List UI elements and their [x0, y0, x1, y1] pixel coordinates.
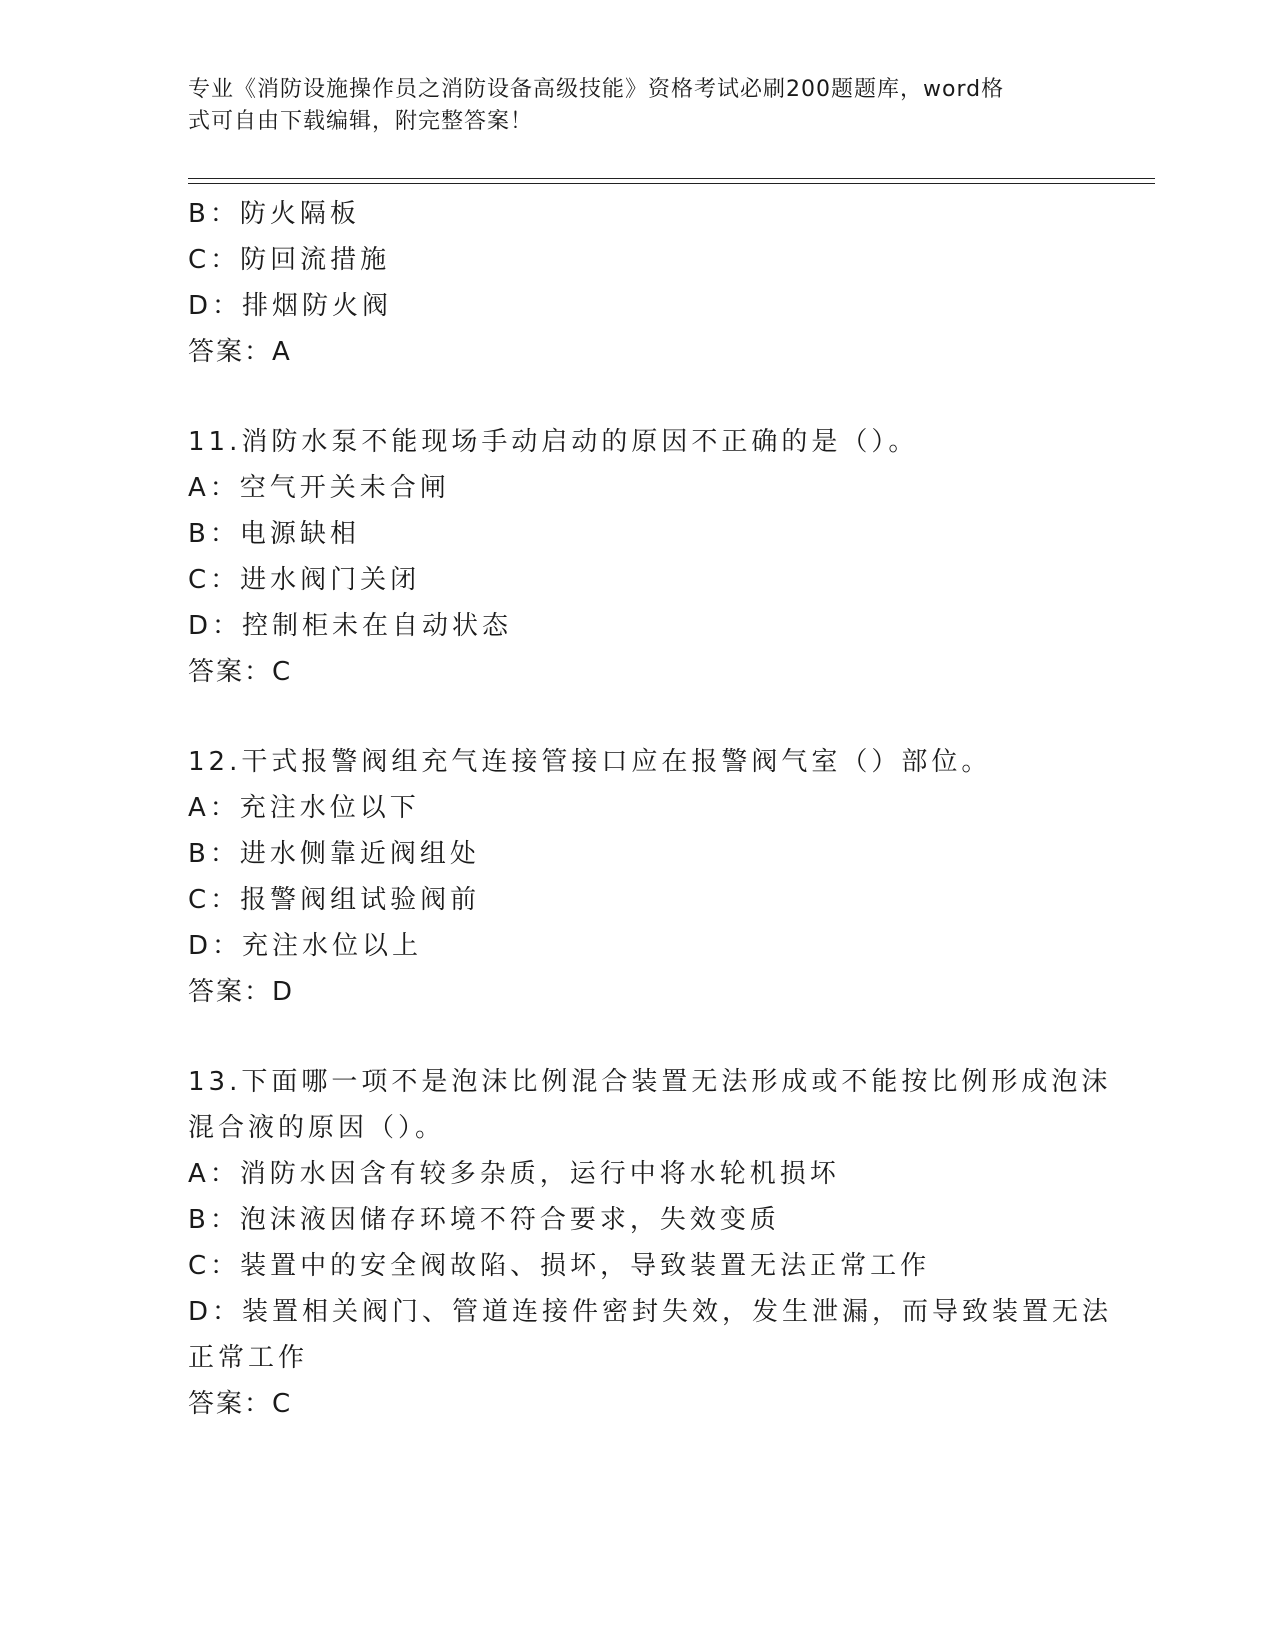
option-c: C：报警阀组试验阀前 [188, 885, 481, 915]
document-header [188, 74, 1068, 138]
option-d-line-2: 正常工作 [188, 1343, 309, 1373]
option-d: D：充注水位以上 [188, 931, 423, 961]
option-d-line-1: D：装置相关阀门、管道连接件密封失效，发生泄漏，而导致装置无法 [188, 1297, 1113, 1327]
question-stem: 11.消防水泵不能现场手动启动的原因不正确的是（）。 [188, 427, 919, 457]
answer: 答案：D [188, 977, 295, 1007]
option-b: B：防火隔板 [188, 199, 360, 229]
header-divider-bottom [188, 183, 1155, 184]
option-b: B：泡沫液因储存环境不符合要求，失效变质 [188, 1205, 780, 1235]
option-a: A：空气开关未合闸 [188, 473, 450, 503]
option-b: B：进水侧靠近阀组处 [188, 839, 480, 869]
spacer [188, 1015, 1088, 1059]
question-stem: 12.干式报警阀组充气连接管接口应在报警阀气室（）部位。 [188, 747, 992, 777]
option-c: C：进水阀门关闭 [188, 565, 421, 595]
question-stem-line-1: 13.下面哪一项不是泡沫比例混合装置无法形成或不能按比例形成泡沫 [188, 1067, 1112, 1097]
header-divider-top [188, 178, 1155, 179]
spacer [188, 695, 1088, 739]
question-12 [188, 739, 1088, 1015]
option-b: B：电源缺相 [188, 519, 360, 549]
answer: 答案：C [188, 1389, 293, 1419]
option-a: A：充注水位以下 [188, 793, 420, 823]
option-a: A：消防水因含有较多杂质，运行中将水轮机损坏 [188, 1159, 840, 1189]
header-line-2: 式可自由下载编辑，附完整答案！ [188, 109, 534, 134]
question-list [188, 191, 1113, 1427]
header-line-1: 专业《消防设施操作员之消防设备高级技能》资格考试必刷200题题库，word格 [188, 77, 1005, 102]
option-c: C：装置中的安全阀故陷、损坏，导致装置无法正常工作 [188, 1251, 931, 1281]
question-10-continued [188, 191, 1088, 375]
option-c: C：防回流措施 [188, 245, 391, 275]
option-d: D：排烟防火阀 [188, 291, 393, 321]
answer: 答案：A [188, 337, 292, 367]
question-11 [188, 419, 1088, 695]
question-13 [188, 1059, 1113, 1427]
option-d: D：控制柜未在自动状态 [188, 611, 513, 641]
answer: 答案：C [188, 657, 293, 687]
question-stem-line-2: 混合液的原因（）。 [188, 1113, 446, 1143]
spacer [188, 375, 1088, 419]
